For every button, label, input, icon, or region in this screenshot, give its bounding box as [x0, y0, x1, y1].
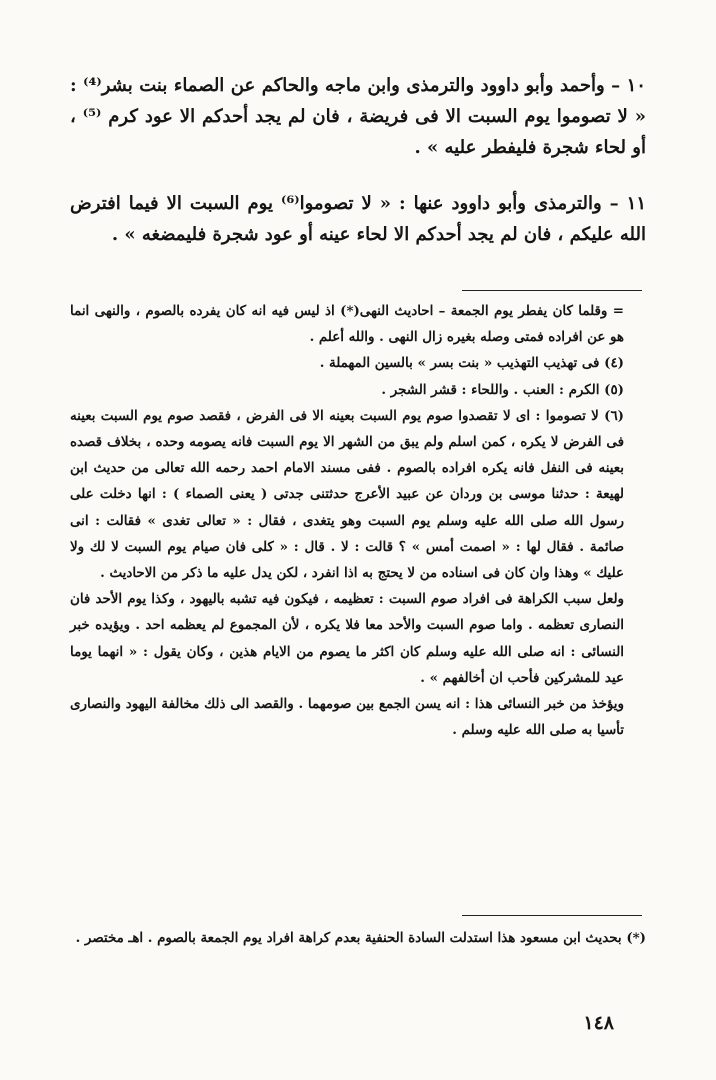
hadith-10: ١٠ – وأحمد وأبو داوود والترمذى وابن ماجه والحاكم عن الصماء بنت بشر⁽⁴⁾ : « لا تصوموا يوم السبت الا فى فريضة ، فان لم يجد أحدكم الا عود كرم ⁽⁵⁾ ، أو لحاء شجرة فليفطر عليه » .	[70, 75, 646, 158]
footnote-4: (٤) فى تهذيب التهذيب « بنت بسر » بالسين المهملة .	[319, 355, 624, 372]
page-number: ١٤٨	[583, 1012, 614, 1034]
continued-footnote: = وقلما كان يفطر يوم الجمعة – احاديث النهى(*) اذ ليس فيه انه كان يفرده بالصوم ، والنهى انما هو عن افراده فمتى وصله بغيره زال النهى . والله أعلم .	[70, 303, 624, 346]
footnote-paragraph: ويؤخذ من خبر النسائى هذا : انه يسن الجمع بين صومهما . والقصد الى ذلك مخالفة اليهود والنصارى تأسيا به صلى الله عليه وسلم .	[70, 696, 624, 739]
footnotes-section	[70, 298, 646, 743]
footnote-paragraph: ولعل سبب الكراهة فى افراد صوم السبت : تعظيمه ، فيكون فيه تشبه باليهود ، وكذا يوم الأحد فان النصارى تعظمه . واما صوم السبت والأحد معا فلا يكره ، لأن المجموع لم يعظمه احد . ويؤيده خبر النسائى : انه صلى الله عليه وسلم كان اكثر ما يصوم من الايام هذين ، وكان يقول : « انهما يوما عيد للمشركين فأحب ان أخالفهم » .	[70, 591, 624, 686]
footnote-5: (٥) الكرم : العنب . واللحاء : قشر الشجر .	[381, 381, 624, 398]
second-footnote-separator	[462, 915, 642, 916]
asterisk-footnote: (*) بحديث ابن مسعود هذا استدلت السادة الحنفية بعدم كراهة افراد يوم الجمعة بالصوم . اهـ مختصر .	[75, 930, 646, 946]
hadith-11: ١١ – والترمذى وأبو داوود عنها : « لا تصوموا⁽⁶⁾ يوم السبت الا فيما افترض الله عليكم ، فان لم يجد أحدكم الا لحاء عينه أو عود شجرة فليمضغه » .	[70, 193, 646, 245]
footnote-6: (٦) لا تصوموا : اى لا تقصدوا صوم يوم السبت بعينه الا فى الفرض ، فقصد صوم يوم السبت بعينه فى الفرض لا يكره ، كمن اسلم ولم يبق من الشهر الا يوم السبت فانه يصومه وحده ، بخلاف قصده بعينه فى النفل فانه يكره افراده بالصوم . ففى مسند الامام احمد رحمه الله تعالى من حديث ابن لهيعة : حدثنا موسى بن وردان عن عبيد الأعرج حدثتنى جدتى ( يعنى الصماء ) : انها دخلت على رسول الله صلى الله عليه وسلم يوم السبت وهو يتغدى ، فقال : « تعالى تغدى » فقالت : انى صائمة . فقال لها : « اصمت أمس » ؟ قالت : لا . قال : « كلى فان صيام يوم السبت لا لك ولا عليك » وهذا وان كان فى اسناده من لا يحتج به اذا انفرد ، لكن يدل عليه ما ذكر من الاحاديث .	[70, 407, 624, 582]
footnote-separator	[462, 290, 642, 291]
